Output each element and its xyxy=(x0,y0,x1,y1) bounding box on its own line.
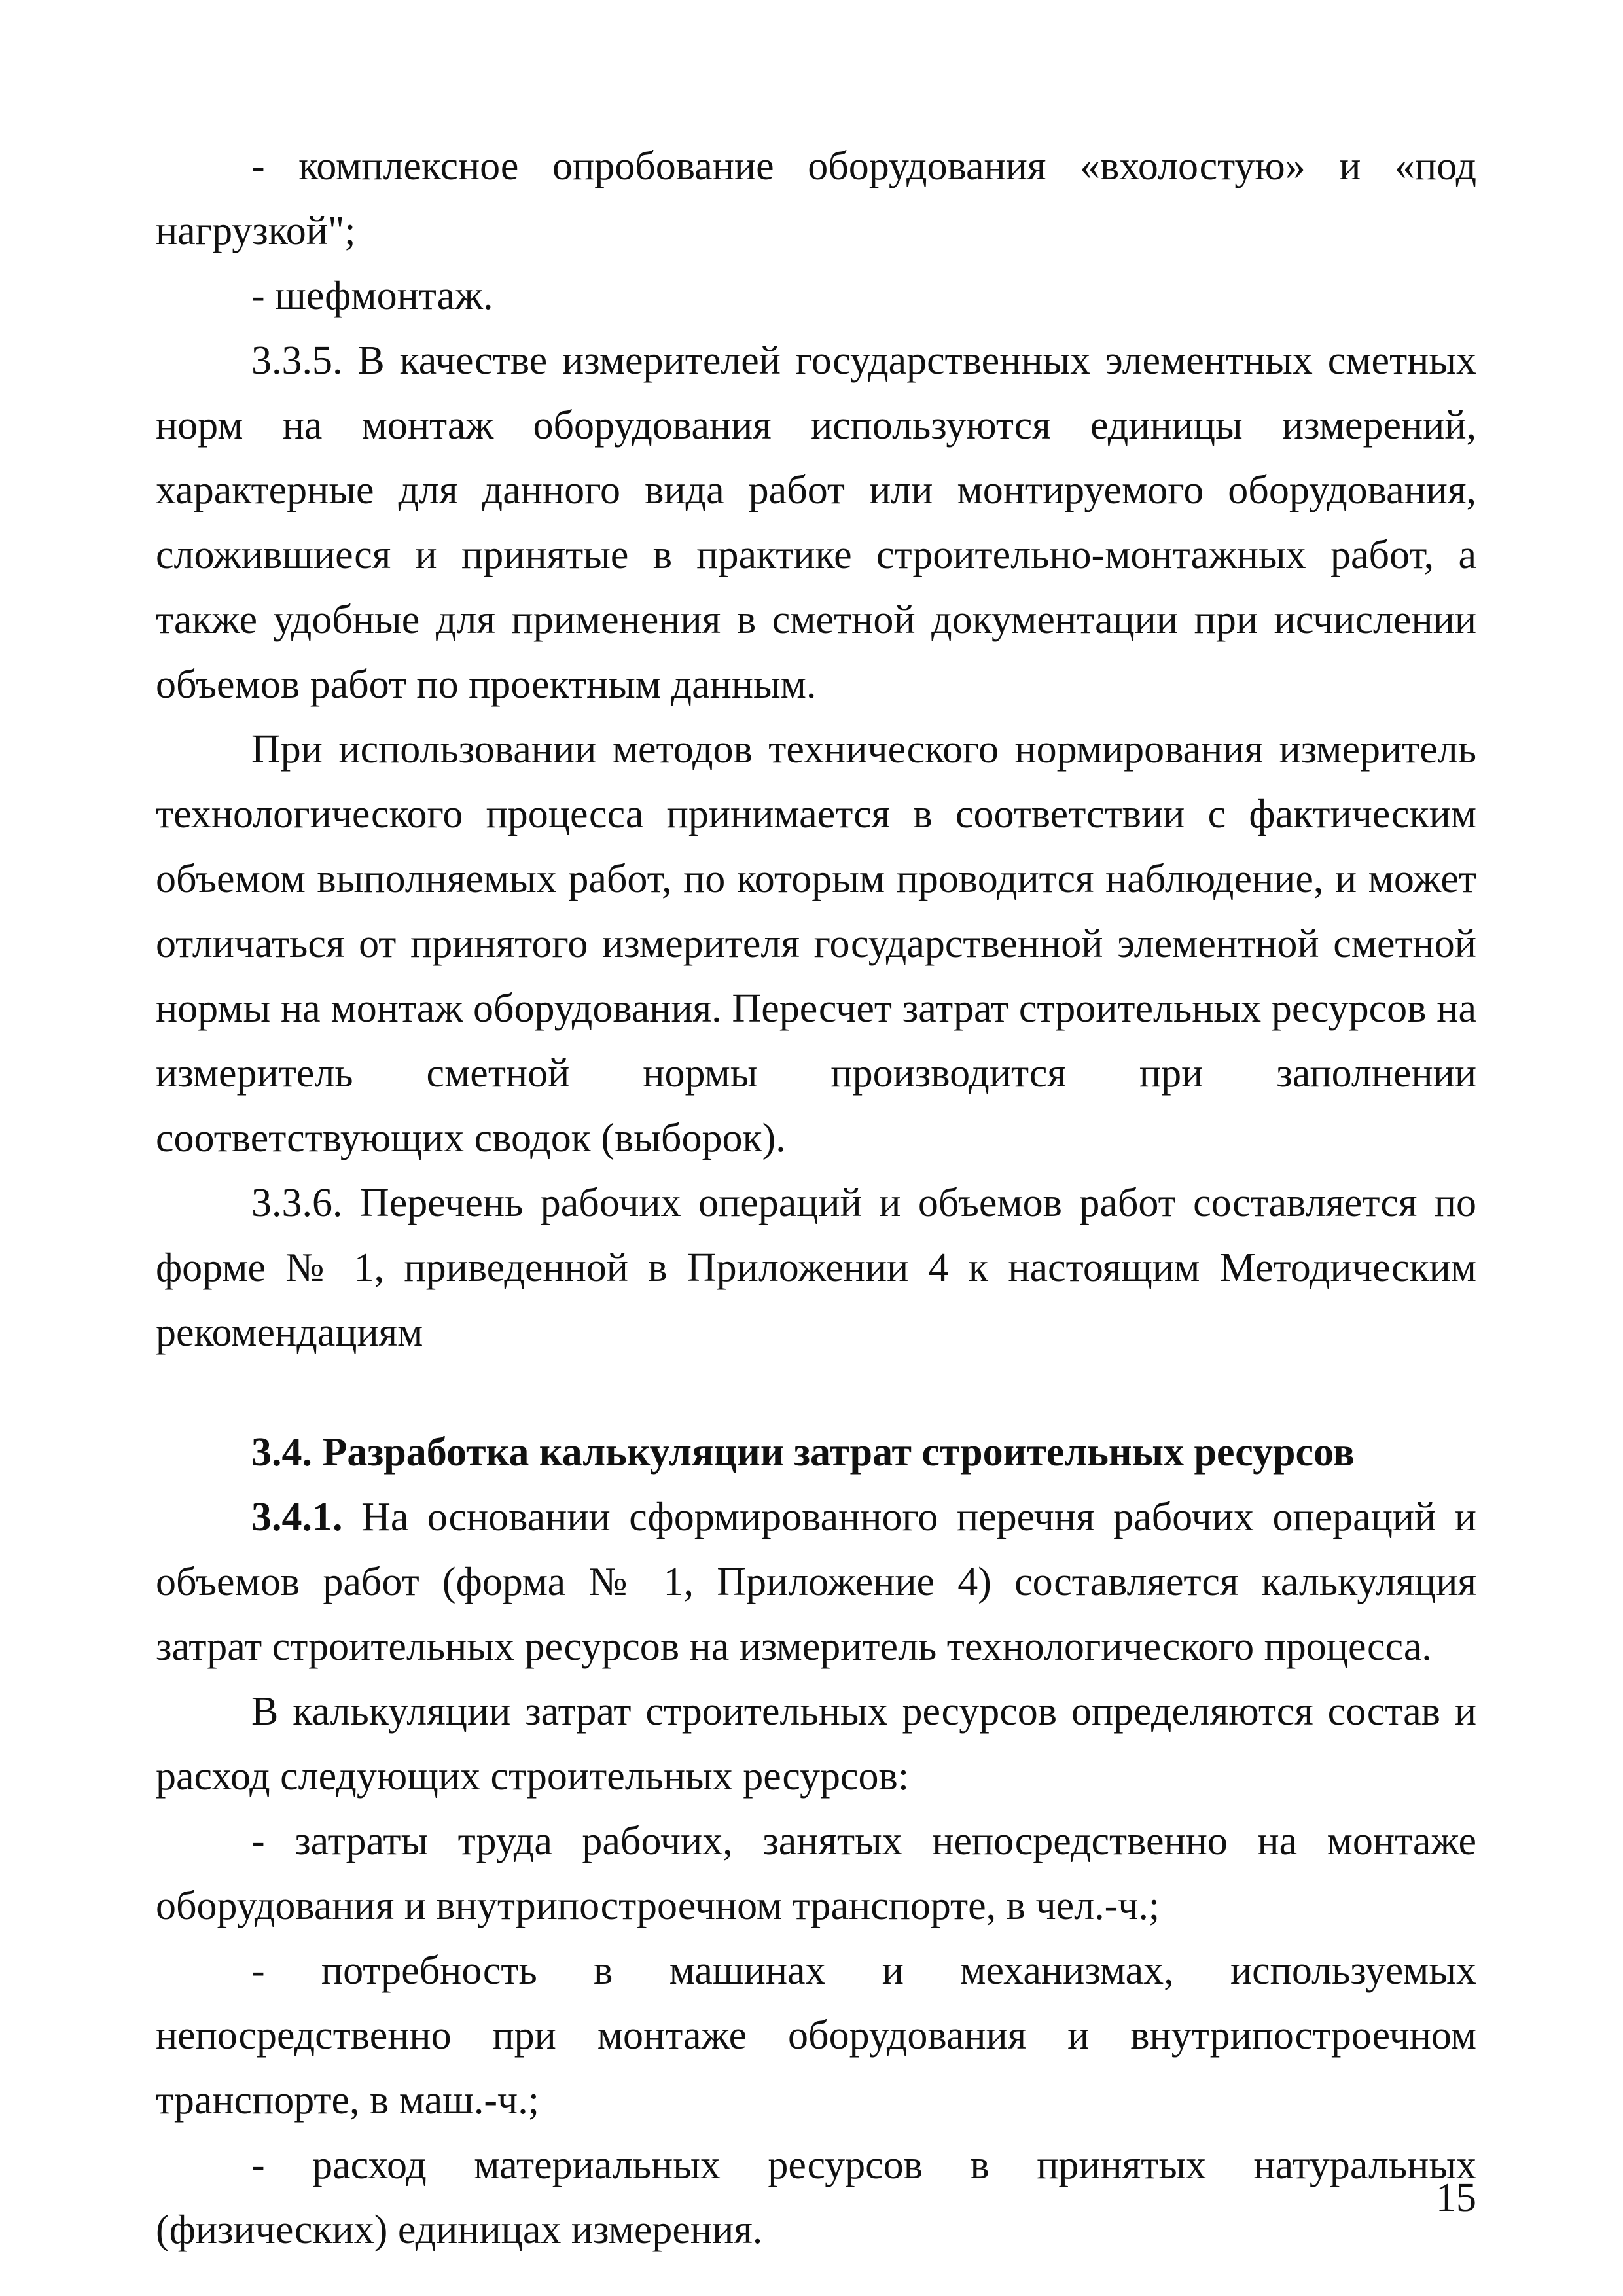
list-item-supervision: - шефмонтаж. xyxy=(251,274,493,318)
paragraph-3-4-1 xyxy=(156,1485,1476,1679)
paragraph-text: На основании сформированного перечня рабочих операций и объемов работ (форма № 1, Приложение 4) составляется калькуляция затрат строительных ресурсов на измеритель технологического процесса. xyxy=(156,1495,1476,1669)
list-item-labor: - затраты труда рабочих, занятых непосредственно на монтаже оборудования и внутрипостроечном транспорте, в чел.-ч.; xyxy=(156,1819,1476,1928)
section-spacer xyxy=(156,1365,1476,1420)
page-number: 15 xyxy=(1436,2176,1476,2220)
list-item-complex-testing: - комплексное опробование оборудования «вхолостую» и «под нагрузкой"; xyxy=(156,144,1476,253)
paragraph-resources-intro: В калькуляции затрат строительных ресурсов определяются состав и расход следующих строительных ресурсов: xyxy=(156,1689,1476,1799)
list-item-materials: - расход материальных ресурсов в принятых натуральных (физических) единицах измерения. xyxy=(156,2143,1476,2252)
paragraph-3-3-5: 3.3.5. В качестве измерителей государственных элементных сметных норм на монтаж оборудования используются единицы измерений, характерные для данного вида работ или монтируемого оборудования, сложившиеся и принятые в практике строительно-монтажных работ, а также удобные для применения в сметной документации при исчислении объемов работ по проектным данным. xyxy=(156,338,1476,707)
body-text xyxy=(156,134,1476,2263)
paragraph-3-3-6: 3.3.6. Перечень рабочих операций и объемов работ составляется по форме № 1, приведенной в Приложении 4 к настоящим Методическим рекомендациям xyxy=(156,1181,1476,1355)
list-item-machines: - потребность в машинах и механизмах, используемых непосредственно при монтаже оборудования и внутрипостроечном транспорте, в маш.-ч.; xyxy=(156,1948,1476,2123)
section-heading: 3.4. Разработка калькуляции затрат строительных ресурсов xyxy=(251,1430,1355,1475)
paragraph-number: 3.4.1. xyxy=(251,1495,343,1539)
paragraph-technical-norming: При использовании методов технического нормирования измеритель технологического процесса принимается в соответствии с фактическим объемом выполняемых работ, по которым проводится наблюдение, и может отличаться от принятого измерителя государственной элементной сметной нормы на монтаж оборудования. Пересчет затрат строительных ресурсов на измеритель сметной нормы производится при заполнении соответствующих сводок (выборок). xyxy=(156,727,1476,1160)
